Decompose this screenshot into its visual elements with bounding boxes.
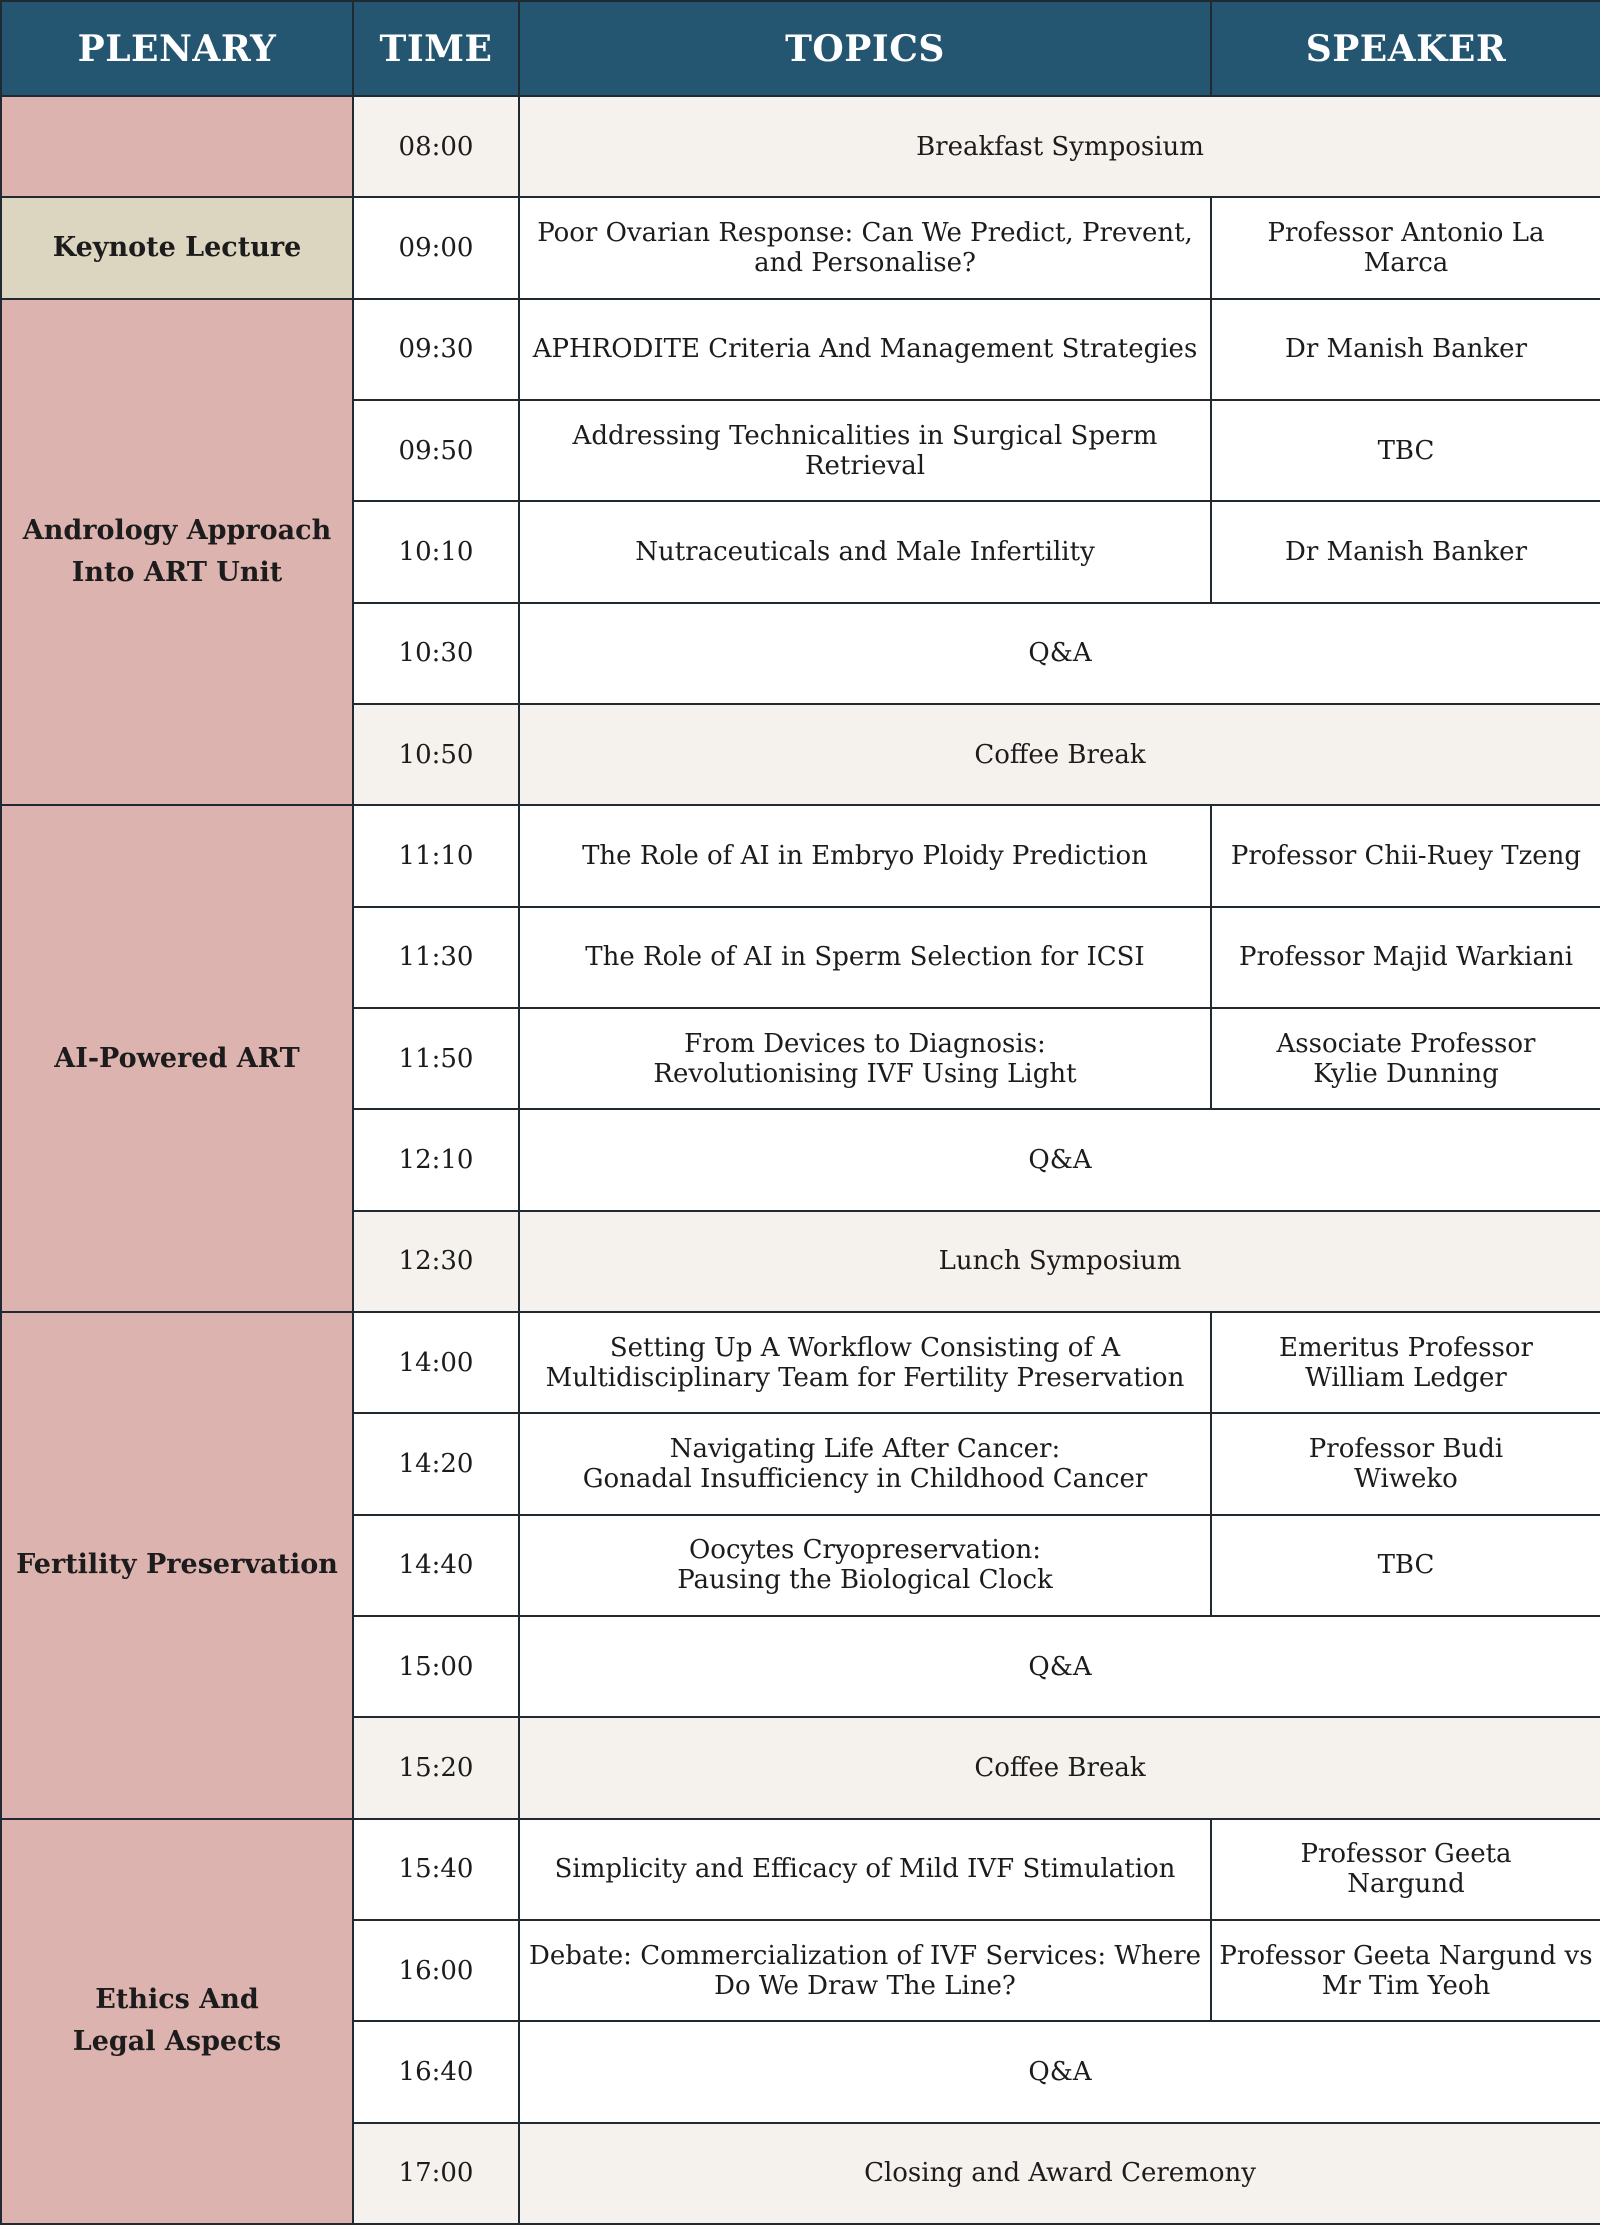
qa-label: Q&A bbox=[519, 1616, 1600, 1717]
speaker-cell bbox=[1211, 400, 1600, 501]
time-cell: 12:30 bbox=[353, 1211, 519, 1312]
topic-cell bbox=[519, 197, 1211, 298]
session-ai-label: AI-Powered ART bbox=[54, 1042, 300, 1074]
time-cell: 11:30 bbox=[353, 907, 519, 1008]
topic-line: and Personalise? bbox=[754, 247, 976, 278]
topic-cell bbox=[519, 1515, 1211, 1616]
time-cell: 09:00 bbox=[353, 197, 519, 298]
topic-cell bbox=[519, 805, 1211, 906]
session-andrology-line: Andrology Approach bbox=[22, 514, 332, 546]
speaker-cell bbox=[1211, 197, 1600, 298]
speaker-line: Professor Chii-Ruey Tzeng bbox=[1230, 840, 1582, 871]
speaker-cell bbox=[1211, 1819, 1600, 1920]
speaker-cell bbox=[1211, 501, 1600, 602]
topic-line: APHRODITE Criteria And Management Strategies bbox=[532, 334, 1198, 365]
break-label: Breakfast Symposium bbox=[519, 96, 1600, 197]
topic-line: Do We Draw The Line? bbox=[714, 1970, 1016, 2001]
header-time: TIME bbox=[353, 1, 519, 96]
topic-line: The Role of AI in Sperm Selection for ICSI bbox=[585, 942, 1145, 973]
topic-line: Gonadal Insufficiency in Childhood Cancer bbox=[582, 1463, 1148, 1494]
session-ai bbox=[1, 805, 353, 1312]
speaker-line: Professor Budi bbox=[1308, 1433, 1504, 1464]
qa-label: Q&A bbox=[519, 1109, 1600, 1210]
topic-cell bbox=[519, 1920, 1211, 2021]
speaker-line: Mr Tim Yeoh bbox=[1321, 1970, 1491, 2001]
table-row bbox=[1, 197, 1600, 298]
qa-label: Q&A bbox=[519, 603, 1600, 704]
speaker-cell bbox=[1211, 299, 1600, 400]
topic-line: Pausing the Biological Clock bbox=[677, 1565, 1053, 1596]
speaker-cell bbox=[1211, 1008, 1600, 1109]
header-row bbox=[1, 1, 1600, 96]
time-cell: 15:20 bbox=[353, 1717, 519, 1818]
topic-line: Simplicity and Efficacy of Mild IVF Stimulation bbox=[554, 1854, 1176, 1885]
time-cell: 14:20 bbox=[353, 1413, 519, 1514]
topic-line: From Devices to Diagnosis: bbox=[684, 1028, 1046, 1059]
topic-line: Revolutionising IVF Using Light bbox=[653, 1058, 1077, 1089]
table-row bbox=[1, 805, 1600, 906]
time-cell: 14:00 bbox=[353, 1312, 519, 1413]
time-cell: 09:50 bbox=[353, 400, 519, 501]
session-ethics bbox=[1, 1819, 353, 2224]
break-label: Coffee Break bbox=[519, 1717, 1600, 1818]
time-cell: 16:40 bbox=[353, 2021, 519, 2122]
topic-line: Debate: Commercialization of IVF Services: Where bbox=[528, 1940, 1202, 1971]
speaker-line: Professor Geeta bbox=[1300, 1839, 1512, 1870]
session-fertility-label: Fertility Preservation bbox=[16, 1549, 338, 1581]
topic-line: Poor Ovarian Response: Can We Predict, Prevent, bbox=[537, 217, 1193, 248]
table-row bbox=[1, 299, 1600, 400]
topic-line: Addressing Technicalities in Surgical Sperm bbox=[572, 420, 1158, 451]
topic-cell bbox=[519, 1312, 1211, 1413]
time-cell: 10:10 bbox=[353, 501, 519, 602]
speaker-cell bbox=[1211, 1312, 1600, 1413]
topic-line: Setting Up A Workflow Consisting of A bbox=[609, 1332, 1121, 1363]
speaker-line: Marca bbox=[1363, 247, 1449, 278]
speaker-line: Professor Antonio La bbox=[1267, 217, 1545, 248]
topic-line: Nutraceuticals and Male Infertility bbox=[635, 536, 1095, 567]
speaker-cell bbox=[1211, 805, 1600, 906]
speaker-line: William Ledger bbox=[1305, 1362, 1507, 1393]
time-cell: 09:30 bbox=[353, 299, 519, 400]
time-cell: 17:00 bbox=[353, 2123, 519, 2224]
speaker-line: Professor Majid Warkiani bbox=[1238, 942, 1574, 973]
qa-label: Q&A bbox=[519, 2021, 1600, 2122]
session-ethics-line: Legal Aspects bbox=[72, 2026, 282, 2058]
session-keynote-label: Keynote Lecture bbox=[52, 231, 302, 263]
time-cell: 15:40 bbox=[353, 1819, 519, 1920]
time-cell: 10:50 bbox=[353, 704, 519, 805]
topic-cell bbox=[519, 1819, 1211, 1920]
closing-label: Closing and Award Ceremony bbox=[519, 2123, 1600, 2224]
session-breakfast bbox=[1, 96, 353, 197]
speaker-cell bbox=[1211, 907, 1600, 1008]
time-cell: 15:00 bbox=[353, 1616, 519, 1717]
topic-line: Navigating Life After Cancer: bbox=[669, 1433, 1061, 1464]
session-andrology-line: Into ART Unit bbox=[71, 556, 283, 588]
session-ethics-line: Ethics And bbox=[95, 1984, 259, 2016]
speaker-line: TBC bbox=[1377, 1550, 1435, 1581]
time-cell: 10:30 bbox=[353, 603, 519, 704]
break-label: Coffee Break bbox=[519, 704, 1600, 805]
header-plenary: PLENARY bbox=[1, 1, 353, 96]
speaker-line: Professor Geeta Nargund vs bbox=[1219, 1940, 1593, 1971]
topic-line: The Role of AI in Embryo Ploidy Prediction bbox=[582, 840, 1148, 871]
topic-line: Oocytes Cryopreservation: bbox=[688, 1535, 1042, 1566]
speaker-line: Wiweko bbox=[1354, 1463, 1458, 1494]
speaker-cell bbox=[1211, 1515, 1600, 1616]
time-cell: 11:50 bbox=[353, 1008, 519, 1109]
table-row bbox=[1, 96, 1600, 197]
time-cell: 08:00 bbox=[353, 96, 519, 197]
speaker-line: Emeritus Professor bbox=[1279, 1332, 1533, 1363]
topic-cell bbox=[519, 299, 1211, 400]
topic-cell bbox=[519, 1413, 1211, 1514]
speaker-cell bbox=[1211, 1413, 1600, 1514]
topic-line: Multidisciplinary Team for Fertility Preservation bbox=[545, 1362, 1185, 1393]
speaker-line: Dr Manish Banker bbox=[1285, 536, 1527, 567]
speaker-cell bbox=[1211, 1920, 1600, 2021]
time-cell: 14:40 bbox=[353, 1515, 519, 1616]
header-speaker: SPEAKER bbox=[1211, 1, 1600, 96]
time-cell: 11:10 bbox=[353, 805, 519, 906]
session-keynote bbox=[1, 197, 353, 298]
topic-cell bbox=[519, 907, 1211, 1008]
speaker-line: Associate Professor bbox=[1276, 1028, 1536, 1059]
time-cell: 12:10 bbox=[353, 1109, 519, 1210]
topic-cell bbox=[519, 400, 1211, 501]
session-andrology bbox=[1, 299, 353, 806]
topic-cell bbox=[519, 501, 1211, 602]
table-row bbox=[1, 1312, 1600, 1413]
speaker-line: Dr Manish Banker bbox=[1285, 334, 1527, 365]
speaker-line: Kylie Dunning bbox=[1313, 1058, 1499, 1089]
session-fertility bbox=[1, 1312, 353, 1819]
speaker-line: Nargund bbox=[1347, 1869, 1465, 1900]
topic-cell bbox=[519, 1008, 1211, 1109]
header-topics: TOPICS bbox=[519, 1, 1211, 96]
table-row bbox=[1, 1819, 1600, 1920]
time-cell: 16:00 bbox=[353, 1920, 519, 2021]
speaker-line: TBC bbox=[1377, 435, 1435, 466]
topic-line: Retrieval bbox=[804, 450, 926, 481]
break-label: Lunch Symposium bbox=[519, 1211, 1600, 1312]
